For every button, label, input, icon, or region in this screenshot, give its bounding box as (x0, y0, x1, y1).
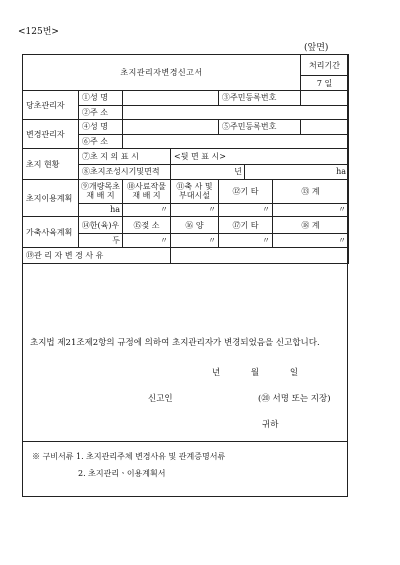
livestock-header: ⑯ 양 (171, 217, 219, 234)
land-use-header: ⑬ 계 (273, 180, 349, 204)
period-label: ⑧초지조성시기및면적 (79, 164, 171, 180)
notes-divider (22, 441, 348, 442)
form-table (22, 54, 349, 264)
new-name-field[interactable] (123, 120, 219, 135)
recipient-label: 귀하 (262, 420, 279, 430)
livestock-header: ⑰기 타 (219, 217, 273, 234)
livestock-label: 가축사육계획 (23, 217, 79, 248)
current-address-label: ②주 소 (79, 105, 123, 120)
declaration-date: 년 월 일 (212, 368, 299, 378)
livestock-value[interactable]: 〃 (219, 234, 273, 248)
new-id-field[interactable] (301, 120, 349, 135)
land-use-value[interactable]: 〃 (273, 203, 349, 216)
reason-label: ⑲관 리 자 변 경 사 유 (23, 248, 171, 264)
livestock-value[interactable]: 〃 (273, 234, 349, 248)
new-address-field[interactable] (123, 134, 349, 149)
area-unit: ha (336, 167, 346, 177)
status-label: 초지 현황 (23, 149, 79, 180)
year-unit: 년 (234, 167, 242, 177)
livestock-header: ⑭한(육)우 (79, 217, 123, 234)
current-name-label: ①성 명 (79, 91, 123, 106)
declaration-text: 초지법 제21조제2항의 규정에 의하여 초지관리자가 변경되었음을 신고합니다. (30, 338, 320, 348)
new-address-label: ⑥주 소 (79, 134, 123, 149)
current-address-field[interactable] (123, 105, 349, 120)
current-id-label: ③주민등록번호 (219, 91, 301, 106)
processing-period-label: 처리기간 (301, 55, 349, 76)
current-manager-label: 당초관리자 (23, 91, 79, 120)
year-field[interactable] (171, 164, 245, 180)
land-use-value[interactable]: 〃 (123, 203, 171, 216)
livestock-value[interactable]: 두 (79, 234, 123, 248)
required-documents-line2: 2. 초지관리ㆍ이용계획서 (78, 469, 166, 478)
land-use-header: ⑨개량목초 재 배 지 (79, 180, 123, 204)
form-number: <125번> (18, 27, 59, 37)
livestock-value[interactable]: 〃 (123, 234, 171, 248)
current-id-field[interactable] (301, 91, 349, 106)
current-name-field[interactable] (123, 91, 219, 106)
livestock-header: ⑮젖 소 (123, 217, 171, 234)
area-field[interactable] (245, 164, 349, 180)
applicant-label: 신고인 (148, 394, 173, 404)
new-manager-label: 변경관리자 (23, 120, 79, 149)
reason-field[interactable] (171, 248, 349, 264)
new-name-label: ④성 명 (79, 120, 123, 135)
form-title: 초지관리자변경신고서 (23, 55, 301, 91)
land-use-header: ⑪축 사 및 부대시설 (171, 180, 219, 204)
location-label: ⑦초 지 의 표 시 (79, 149, 171, 165)
land-use-label: 초지이용계획 (23, 180, 79, 217)
land-use-value[interactable]: ha (79, 203, 123, 216)
land-use-value[interactable]: 〃 (219, 203, 273, 216)
land-use-header: ⑩사료작물 재 배 지 (123, 180, 171, 204)
land-use-header: ⑫기 타 (219, 180, 273, 204)
new-id-label: ⑤주민등록번호 (219, 120, 301, 135)
required-documents-line1: ※ 구비서류 1. 초지관리주체 변경사유 및 관계증명서류 (32, 452, 226, 461)
signature-label: (⑳ 서명 또는 지장) (258, 394, 331, 404)
side-label: (앞면) (304, 43, 329, 53)
processing-period-value: 7 일 (301, 76, 349, 91)
livestock-header: ⑱ 계 (273, 217, 349, 234)
livestock-value[interactable]: 〃 (171, 234, 219, 248)
location-value: <뒷 면 표 시> (171, 149, 349, 165)
land-use-value[interactable]: 〃 (171, 203, 219, 216)
